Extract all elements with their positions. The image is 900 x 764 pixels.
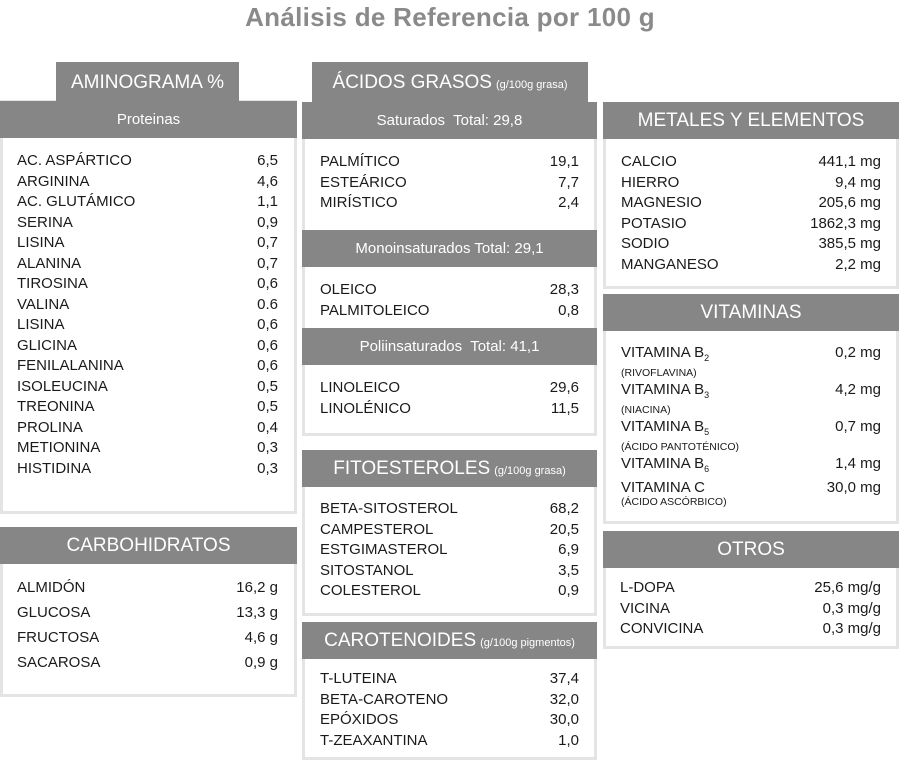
item-name: TREONINA (17, 398, 95, 415)
item-value: 1,1 (257, 193, 278, 210)
item-name-wrap (621, 455, 709, 478)
list-item (17, 600, 278, 625)
list-item (17, 151, 278, 172)
item-name: SITOSTANOL (320, 561, 414, 579)
item-name: ESTEÁRICO (320, 173, 407, 191)
otros-header (603, 531, 899, 568)
poliinsaturados-list (320, 378, 579, 419)
item-name: TIROSINA (17, 275, 88, 292)
item-value: 6,5 (257, 152, 278, 169)
item-value: 1,4 mg (835, 455, 881, 472)
list-item (320, 280, 579, 301)
item-value: 2,4 (558, 194, 579, 211)
item-name: FENILALANINA (17, 357, 124, 374)
list-item (320, 581, 579, 602)
item-value: 0,6 (257, 275, 278, 292)
list-item (621, 152, 881, 173)
item-value: 0,6 (257, 357, 278, 374)
fitoesteroles-header (302, 450, 597, 487)
metales-list (621, 152, 881, 275)
item-name: CAMPESTEROL (320, 520, 434, 538)
item-name: POTASIO (621, 214, 687, 232)
vitaminas-header (603, 294, 899, 331)
item-name: VITAMINA B (621, 344, 705, 361)
item-name: METIONINA (17, 439, 101, 456)
item-value: 4,6 g (244, 629, 278, 646)
list-item (17, 438, 278, 459)
metales-header-label: METALES Y ELEMENTOS (637, 109, 865, 131)
item-name: PALMÍTICO (320, 153, 400, 170)
item-value: 385,5 mg (818, 235, 881, 252)
item-value: 16,2 g (236, 579, 278, 596)
item-value: 25,6 mg/g (814, 579, 881, 596)
item-value: 29,6 (549, 379, 579, 396)
item-name: LINOLEICO (320, 379, 401, 396)
item-value: 0,5 (257, 377, 278, 395)
carotenoides-header-unit: (g/100g pigmentos) (480, 636, 575, 649)
carbohidratos-header (0, 527, 297, 564)
list-item (621, 193, 881, 214)
list-item (17, 650, 278, 675)
item-value: 0,7 mg (835, 418, 881, 435)
item-value: 20,5 (549, 520, 579, 538)
list-item (320, 540, 579, 561)
list-item (17, 233, 278, 254)
list-item (17, 315, 278, 336)
item-note: (ÁCIDO ASCÓRBICO) (621, 496, 727, 508)
item-name: VITAMINA B (621, 418, 705, 435)
acidos-grasos-header-unit: (g/100g grasa) (495, 78, 568, 91)
item-value: 30,0 (549, 711, 579, 728)
item-note: (RIVOFLAVINA) (621, 367, 697, 379)
list-item (621, 214, 881, 235)
item-name: BETA-CAROTENO (320, 690, 449, 708)
item-value: 2,2 mg (835, 255, 881, 273)
aminograma-subheader (0, 101, 297, 138)
item-name: LISINA (17, 234, 65, 251)
item-value: 28,3 (549, 281, 579, 298)
item-name-wrap (621, 418, 739, 441)
list-item (621, 418, 881, 455)
item-name: HIERRO (621, 173, 680, 191)
item-value: 9,4 mg (835, 173, 881, 191)
otros-header-label: OTROS (717, 538, 785, 560)
list-item (620, 619, 881, 640)
item-name: AC. ASPÁRTICO (17, 152, 132, 169)
metales-header (603, 102, 899, 139)
item-value: 6,9 (558, 541, 579, 558)
item-name: ESTGIMASTEROL (320, 541, 448, 558)
item-value: 0,6 (257, 336, 278, 354)
item-name: SERINA (17, 213, 73, 231)
carotenoides-header (302, 622, 597, 659)
item-name: VALINA (17, 295, 70, 313)
item-name: CALCIO (621, 153, 677, 170)
item-value: 4,2 mg (835, 381, 881, 398)
item-value: 0,3 (257, 459, 278, 477)
item-value: 13,3 g (236, 604, 278, 621)
carbohidratos-list (17, 575, 278, 675)
list-item (320, 173, 579, 194)
list-item (17, 254, 278, 275)
list-item (17, 575, 278, 600)
carotenoides-header-label: CAROTENOIDES (324, 629, 477, 651)
list-item (17, 172, 278, 193)
item-name: PROLINA (17, 418, 83, 436)
monoinsaturados-subheader (302, 230, 597, 267)
list-item (320, 499, 579, 520)
list-item (17, 397, 278, 418)
list-item (320, 520, 579, 541)
item-value: 205,6 mg (818, 194, 881, 211)
item-value: 0,8 (558, 301, 579, 319)
item-subscript: 2 (704, 353, 710, 363)
item-value: 0.6 (257, 295, 278, 313)
item-value: 0,9 g (244, 654, 278, 671)
item-value: 32,0 (549, 690, 579, 708)
item-value: 30,0 mg (826, 479, 881, 496)
list-item (621, 455, 881, 479)
item-name: ARGININA (17, 172, 90, 190)
list-item (320, 399, 579, 420)
item-note: (NIACINA) (621, 404, 671, 416)
item-value: 0,3 mg/g (822, 620, 881, 637)
aminograma-header-label: AMINOGRAMA % (70, 71, 225, 93)
item-name: ALMIDÓN (17, 579, 86, 596)
otros-list (620, 578, 881, 640)
aminograma-header (56, 62, 239, 103)
poliinsaturados-subheader (302, 328, 597, 365)
aminograma-subheader-label: Proteinas (116, 111, 181, 128)
item-name: VICINA (620, 599, 671, 617)
saturados-subheader-label: Saturados Total: 29,8 (376, 112, 523, 129)
acidos-grasos-header (312, 62, 588, 103)
list-item (320, 731, 579, 752)
item-value: 0,2 mg (835, 344, 881, 361)
list-item (621, 344, 881, 381)
acidos-grasos-header-label: ÁCIDOS GRASOS (332, 71, 492, 93)
item-name: GLICINA (17, 336, 78, 354)
list-item (621, 479, 881, 516)
list-item (621, 255, 881, 276)
item-subscript: 5 (704, 427, 710, 437)
item-name: MANGANESO (621, 255, 719, 273)
item-value: 1862,3 mg (810, 214, 881, 232)
vitaminas-list (621, 344, 881, 516)
item-value: 0,7 (257, 234, 278, 251)
item-value: 7,7 (558, 173, 579, 191)
list-item (320, 710, 579, 731)
aminograma-list (17, 151, 278, 479)
item-name: CONVICINA (620, 620, 704, 637)
item-name-wrap (621, 344, 709, 367)
item-name: ISOLEUCINA (17, 377, 108, 395)
list-item (17, 356, 278, 377)
item-value: 0,3 mg/g (822, 599, 881, 617)
list-item (320, 378, 579, 399)
list-item (320, 690, 579, 711)
item-name: SACAROSA (17, 654, 101, 671)
item-name: FRUCTOSA (17, 629, 100, 646)
item-name: HISTIDINA (17, 459, 92, 477)
item-value: 11,5 (550, 399, 579, 417)
list-item (320, 561, 579, 582)
list-item (17, 377, 278, 398)
item-name-wrap (621, 381, 709, 404)
list-item (621, 173, 881, 194)
item-value: 0,6 (257, 316, 278, 333)
list-item (17, 459, 278, 480)
saturados-list (320, 152, 579, 214)
item-name: OLEICO (320, 281, 377, 298)
fitoesteroles-list (320, 499, 579, 602)
list-item (320, 301, 579, 322)
item-name: VITAMINA C (621, 479, 705, 496)
page-title: Análisis de Referencia por 100 g (245, 2, 655, 32)
item-value: 441,1 mg (818, 153, 881, 170)
saturados-subheader (302, 102, 597, 139)
list-item (320, 193, 579, 214)
item-name: BETA-SITOSTEROL (320, 500, 458, 517)
item-name: MAGNESIO (621, 194, 702, 211)
item-value: 19,1 (549, 153, 579, 170)
item-value: 0,4 (257, 418, 278, 436)
list-item (17, 274, 278, 295)
list-item (17, 336, 278, 357)
item-name: MIRÍSTICO (320, 194, 398, 211)
list-item (620, 578, 881, 599)
item-name: LISINA (17, 316, 65, 333)
item-value: 0,7 (257, 254, 278, 272)
carbohidratos-header-label: CARBOHIDRATOS (66, 534, 231, 556)
item-value: 1,0 (558, 731, 579, 749)
item-subscript: 6 (704, 464, 710, 474)
item-name: AC. GLUTÁMICO (17, 193, 136, 210)
list-item (17, 213, 278, 234)
item-value: 0,9 (257, 213, 278, 231)
item-value: 0,5 (257, 398, 278, 415)
item-value: 68,2 (549, 500, 579, 517)
item-value: 4,6 (257, 172, 278, 190)
item-name: PALMITOLEICO (320, 301, 430, 319)
item-name: EPÓXIDOS (320, 711, 399, 728)
item-name: VITAMINA B (621, 381, 705, 398)
item-value: 0,3 (257, 439, 278, 456)
item-name: GLUCOSA (17, 604, 91, 621)
list-item (621, 381, 881, 418)
item-name: SODIO (621, 235, 670, 252)
item-value: 37,4 (549, 670, 579, 687)
item-value: 3,5 (558, 561, 579, 579)
list-item (17, 192, 278, 213)
item-name: LINOLÉNICO (320, 399, 411, 417)
list-item (17, 418, 278, 439)
vitaminas-header-label: VITAMINAS (700, 301, 802, 323)
list-item (621, 234, 881, 255)
item-name: COLESTEROL (320, 582, 421, 599)
item-name: VITAMINA B (621, 455, 705, 472)
item-value: 0,9 (558, 582, 579, 599)
fitoesteroles-header-label: FITOESTEROLES (333, 457, 491, 479)
list-item (320, 669, 579, 690)
item-name: L-DOPA (620, 579, 675, 596)
item-name: ALANINA (17, 254, 82, 272)
carotenoides-list (320, 669, 579, 751)
item-name: T-LUTEINA (320, 670, 397, 687)
list-item (620, 599, 881, 620)
monoinsaturados-list (320, 280, 579, 321)
list-item (17, 625, 278, 650)
item-name: T-ZEAXANTINA (320, 731, 428, 749)
list-item (320, 152, 579, 173)
item-note: (ÁCIDO PANTOTÉNICO) (621, 441, 740, 453)
fitoesteroles-header-unit: (g/100g grasa) (494, 464, 566, 477)
list-item (17, 295, 278, 316)
item-subscript: 3 (704, 390, 710, 400)
poliinsaturados-subheader-label: Poliinsaturados Total: 41,1 (359, 338, 540, 355)
monoinsaturados-subheader-label: Monoinsaturados Total: 29,1 (355, 240, 544, 257)
